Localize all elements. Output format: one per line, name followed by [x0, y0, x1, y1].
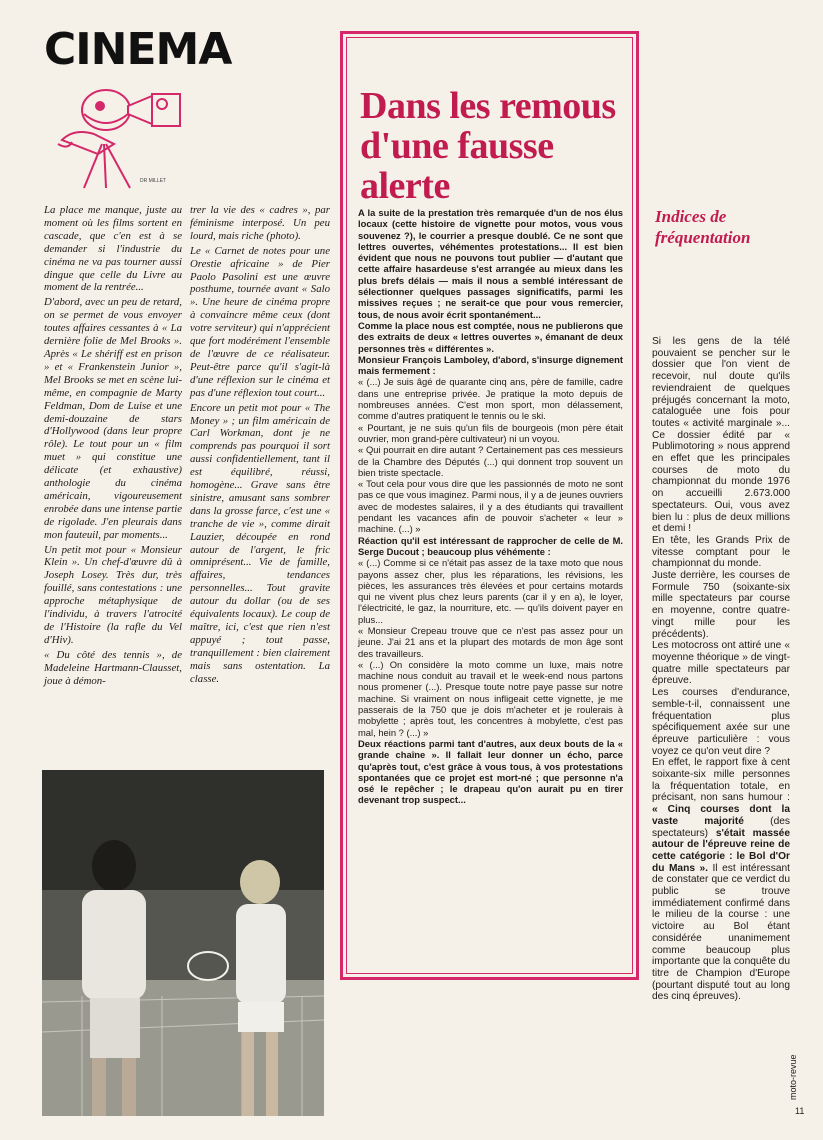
cinema-paragraph: trer la vie des « cadres », par féminisme interposé. Un peu lourd, mais riche (photo).	[190, 204, 330, 242]
cinema-column-2	[190, 204, 330, 688]
article-paragraph: « Tout cela pour vous dire que les passionnés de moto ne sont pas ce que vous imaginez. Parmi nous, il y a de jeunes ouvriers avec de modestes salaires, il y a des étudiants qui travaillent pendant les vacances afin de pouvoir s'acheter « leur » machine. (...) »	[358, 478, 623, 535]
article-paragraph: « (...) Je suis âgé de quarante cinq ans, père de famille, cadre dans une entreprise privée. Je pratique la moto depuis de nombreuses années. C'est mon sport, mon délassement, comme d'autres pratiquent le tennis ou le ski.	[358, 376, 623, 422]
sidebar-text: Les courses d'endurance, semble-t-il, connaissent une fréquentation plus spécifiquement axée sur une épreuve particulière : vous voyez ce qu'on veut dire ?	[652, 687, 790, 757]
article-paragraph: Monsieur François Lamboley, d'abord, s'insurge dignement mais fermement :	[358, 353, 623, 377]
article-paragraph: « (...) On considère la moto comme un luxe, mais notre machine nous conduit au travail et le week-end nous partons nous promener (...). Presque toute notre paye passe sur notre machine. Si vraiment on nous infligeait cette vignette, je me passerais de la 750 que je dois m'acheter et je roulerais à mobylette ; après tout, les concentres à mobylette, c'est pas mal, hein ? (...) »	[358, 658, 623, 738]
sidebar-paragraph	[652, 687, 790, 757]
article-paragraph: « Pourtant, je ne suis qu'un fils de bourgeois (mon père était ouvrier, mon grand-père cultivateur) ni un voyou.	[358, 421, 623, 444]
cinema-paragraph: D'abord, avec un peu de retard, on se permet de vous envoyer toutes affaires cessantes à « La dernière folie de Mel Brooks ». Après « Le shériff est en prison » et « Frankenstein Junior », Mel Brooks se met en scène lui-même, en compagnie de Marty Feldman, Dom de Luise et une demi-douzaine de stars d'Hollywood (dans leur propre rôle). Le tout pour un « film muet » qui constitue une délicate (et exhaustive) anthologie du cinéma américain, vigoureusement enrobée dans une intense partie de rigolade. J'en pleurais dans mon fauteuil, par moments...	[44, 296, 182, 541]
sidebar-body	[652, 336, 790, 1003]
sidebar-text: En tête, les Grands Prix de vitesse comptant pour le championnat du monde.	[652, 534, 790, 570]
cameraman-illustration	[54, 84, 194, 192]
film-still-photo	[42, 770, 324, 1116]
sidebar-title: Indices de fréquentation	[655, 207, 751, 247]
sidebar-paragraph	[652, 336, 790, 535]
cinema-paragraph: Un petit mot pour « Monsieur Klein ». Un chef-d'œuvre dû à Joseph Losey. Très dur, très fouillé, sans contestations : une approche métaphysique de l'individu, à travers l'atrocité de l'Histoire (la rafle du Vel d'Hiv).	[44, 543, 182, 646]
sidebar-text: Si les gens de la télé pouvaient se pencher sur le dossier que l'on vient de recevoir, nul doute qu'ils reviendraient de quelques préjugés concernant la moto, cataloguée une fois pour toutes « activité marginale »... Ce dossier édité par « Publimotoring » nous apprend en effet que les principales courses de moto du championnat du monde 1976 on accueilli 2.673.000 spectateurs. Oui, vous avez bien lu : plus de deux millions et demi !	[652, 336, 790, 535]
sidebar-paragraph	[652, 570, 790, 640]
cinema-paragraph: La place me manque, juste au moment où les films sortent en cascade, que c'en est à se demander si l'industrie du cinéma ne va pas tourner aussi dingue que celle du Livre au moment de la rentrée...	[44, 204, 182, 294]
sidebar-text: (des spectateurs)	[652, 815, 790, 839]
magazine-name: moto-revue	[788, 1054, 798, 1100]
article-paragraph: « Monsieur Crepeau trouve que ce n'est pas assez pour un jeune. J'ai 21 ans et la plupart des motards de mon âge sont des travailleurs.	[358, 624, 623, 659]
cinema-paragraph: Le « Carnet de notes pour une Orestie africaine » de Pier Paolo Pasolini est une œuvre posthume, tournée avant « Salo ». Une heure de cinéma propre à convaincre même ceux (dont votre serviteur) qui n'apprécient que fort modérément l'ensemble de l'œuvre de ce réalisateur. Peut-être parce qu'il s'agit-là d'une réflexion sur le cinéma et pas d'une réflexion tout court...	[190, 244, 330, 399]
sidebar-text: Les motocross ont attiré une « moyenne théorique » de vingt-quatre mille spectateurs par épreuve.	[652, 640, 790, 687]
section-title: CINEMA	[44, 24, 232, 75]
sidebar-paragraph	[652, 757, 790, 1003]
article-paragraph: Réaction qu'il est intéressant de rapprocher de celle de M. Serge Ducout ; beaucoup plus véhémente :	[358, 534, 623, 557]
sidebar-paragraph	[652, 535, 790, 570]
sidebar-paragraph	[652, 640, 790, 687]
illustration-credit: DR MILLET	[140, 178, 167, 184]
page-number: 11	[795, 1106, 805, 1116]
cinema-paragraph: « Du côté des tennis », de Madeleine Hartmann-Clausset, joue à démon-	[44, 648, 182, 687]
article-paragraph: A la suite de la prestation très remarquée d'un de nos élus locaux (cette histoire de vignette pour motos, vous vous souvenez ?), le courrier a presque doublé. Ce ne sont que lettres ouvertes, véhémentes protestations... Il est bien évident que nous ne pouvons tout publier — d'autant que cette affaire hasardeuse s'est arrangée au mieux dans les plus brefs délais — mais il nous a semblé intéressant de sélectionner quelques passages significatifs, parmi les missives reçues ; ne serait-ce que pour vous remercier, tous, de nous avoir écrit spontanément...	[358, 207, 623, 320]
cinema-column-1	[44, 204, 182, 690]
sidebar-text-bold: « Cinq courses dont la vaste majorité	[652, 804, 790, 827]
article-paragraph: « Qui pourrait en dire autant ? Certainement pas ces messieurs de la Chambre des Députés (...) qui donnent trop souvent un bien triste spectacle.	[358, 444, 623, 478]
sidebar-text: Il est intéressant de constater que ce verdict du public se trouve immédiatement confirmé dans le milieu de la course : une victoire au Bol étant considérée unanimement comme beaucoup plus importante que la conquête du titre de Champion d'Europe (pourtant disputé tout au long des cinq épreuves).	[652, 862, 790, 1003]
article-paragraph: Deux réactions parmi tant d'autres, aux deux bouts de la « grande chaîne ». Il fallait leur donner un écho, parce qu'après tout, c'est grâce à vous tous, à vos protestations spontanées que ce projet est mort-né ; que personne n'a osé le repêcher ; le drapeau qu'on aurait pu en tirer devenant trop suspect...	[358, 737, 623, 806]
cinema-paragraph: Encore un petit mot pour « The Money » ; un film américain de Carl Workman, dont je ne comprends pas pourquoi il sort aussi confidentiellement, tant il est équilibré, réussi, homogène... Grave sans être sinistre, amusant sans sombrer dans la grosse farce, c'est une « tranche de vie », comme dirait Lauzier, découpée en rond autour de l'argent, le fric omniprésent... Vie de famille, affaires, tendances personnelles... Tout gravite autour du dollar (ou de ses équivalents locaux). Le coup de maître, ici, c'est que rien n'est appuyé ; tout passe, tranquillement : bien clairement mais sans ostentation. La classe.	[190, 401, 330, 685]
sidebar-text-bold: s'était massée autour de l'épreuve reine de cette catégorie : le Bol d'Or du Mans ».	[652, 827, 790, 874]
sidebar-text: Juste derrière, les courses de Formule 750 (soixante-six mille spectateurs par course en moyenne, contre quatre-vingt mille pour les précédents).	[652, 570, 790, 640]
article-body	[358, 207, 623, 806]
article-paragraph: « (...) Comme si ce n'était pas assez de la taxe moto que nous payons assez cher, plus les réparations, les révisions, les pièces, les assurances très élevées et pour certains motards qui ne vivent plus chez leurs parents (car il y en a), le loyer, l'électricité, le gaz, la nourriture, etc. — qu'ils doivent payer en plus...	[358, 557, 623, 625]
sidebar-text: En effet, le rapport fixe à cent soixante-six mille personnes la fréquentation totale, en précisant, non sans humour :	[652, 757, 790, 804]
article-paragraph: Comme la place nous est comptée, nous ne publierons que des extraits de deux « lettres ouvertes », émanant de deux personnes très « différentes ».	[358, 319, 623, 354]
article-title: Dans les remous d'une fausse alerte	[360, 85, 616, 207]
